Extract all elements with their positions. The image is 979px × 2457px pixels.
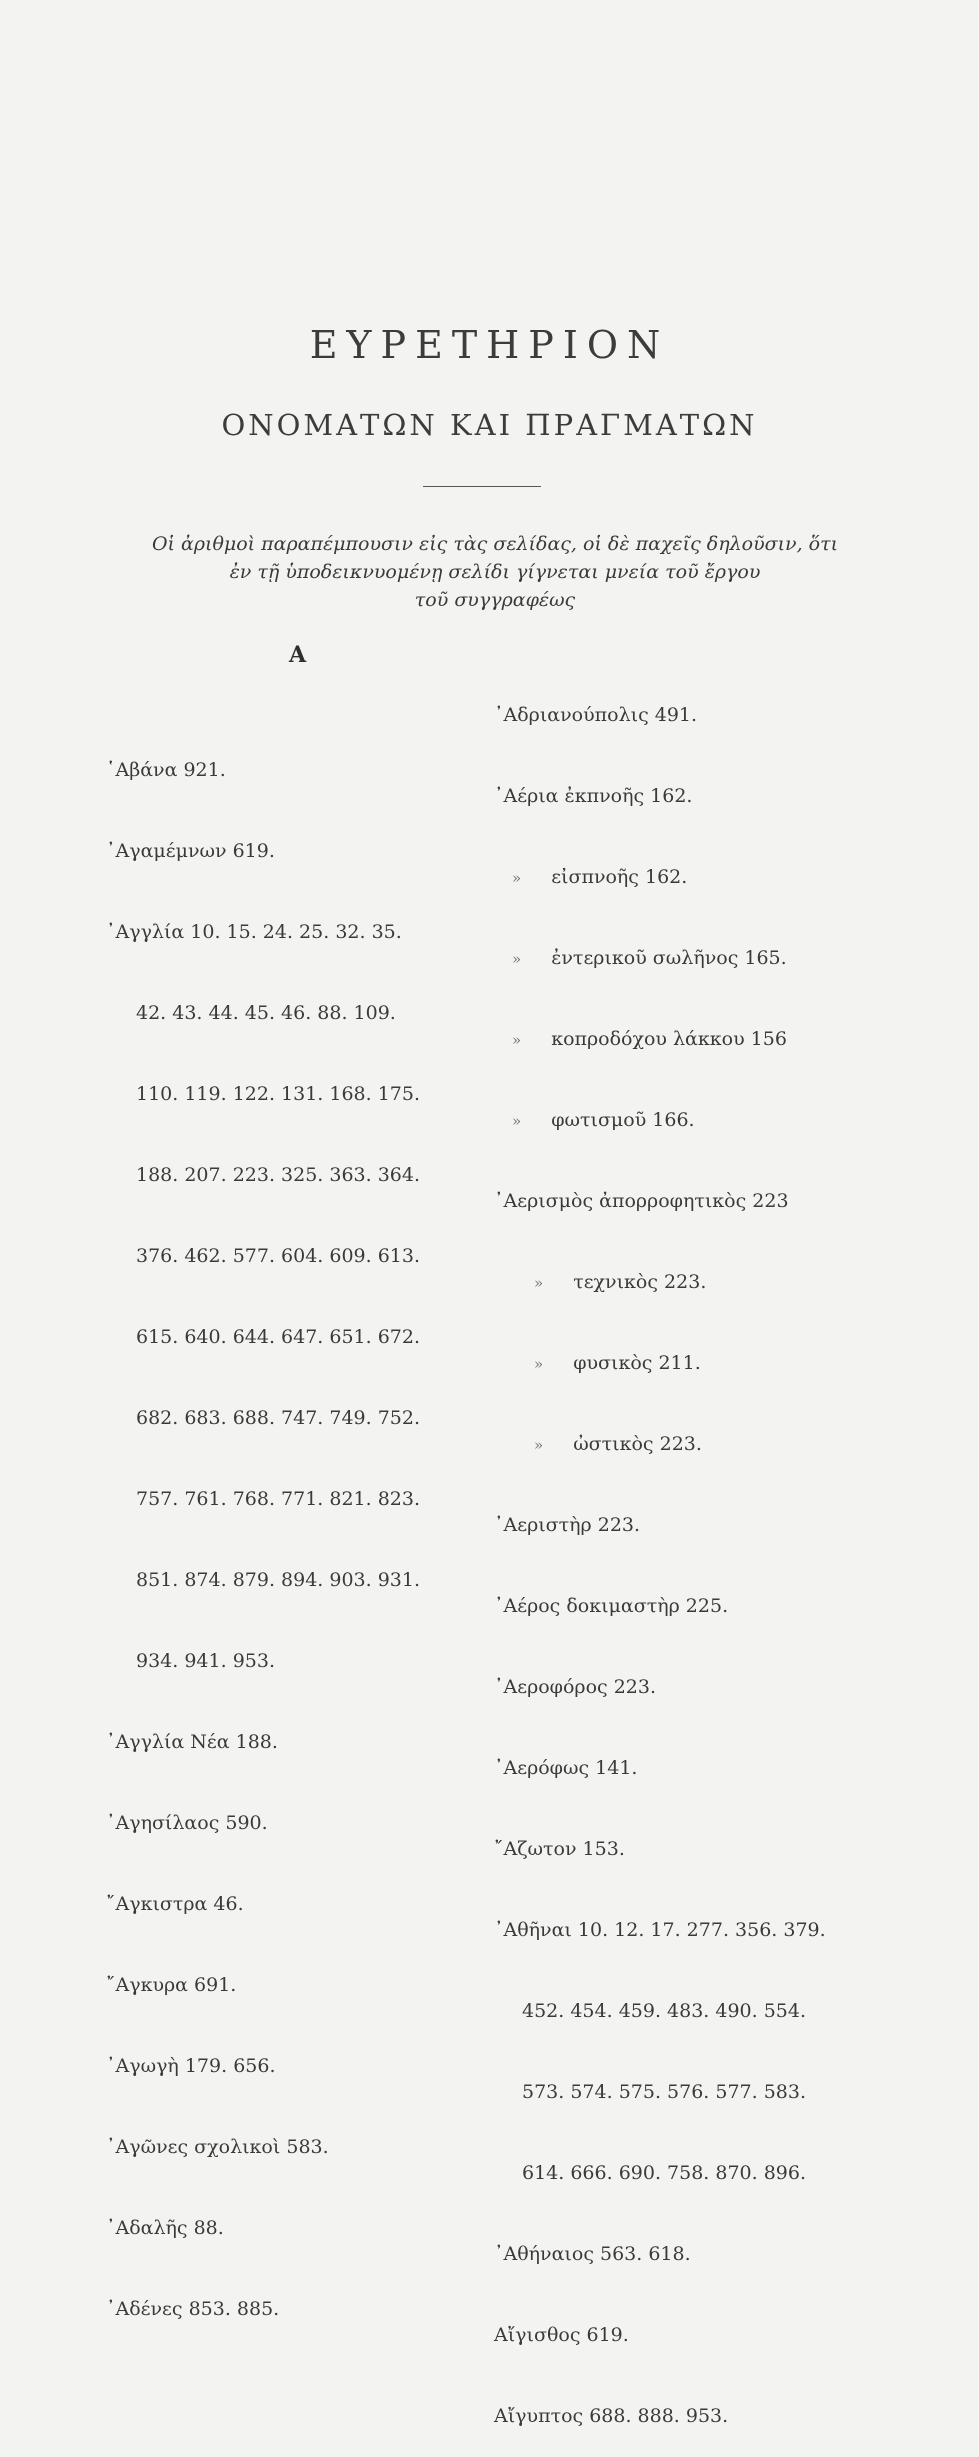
note-line: ἐν τῇ ὑποδεικνυομένῃ σελίδι γίγνεται μνεία τοῦ ἔργου (229, 561, 761, 583)
index-entry-continuation: 110. 119. 122. 131. 168. 175. (136, 1083, 421, 1105)
index-entry-continuation: 615. 640. 644. 647. 651. 672. (136, 1326, 421, 1348)
index-entry-continuation: 452. 454. 459. 483. 490. 554. (522, 2000, 807, 2022)
explanatory-note (100, 530, 890, 614)
index-entry-continuation: 682. 683. 688. 747. 749. 752. (136, 1407, 421, 1429)
index-entry: Αἴγυπτος 688. 888. 953. (494, 2405, 729, 2427)
index-subentry: » φωτισμοῦ 166. (512, 1109, 695, 1131)
index-entry: ᾿Αδριανούπολις 491. (494, 704, 698, 726)
index-entry-continuation: 851. 874. 879. 894. 903. 931. (136, 1569, 421, 1591)
index-subentry: » φυσικὸς 211. (534, 1352, 701, 1374)
index-subentry: » ὠστικὸς 223. (534, 1433, 702, 1455)
index-entry-continuation: 757. 761. 768. 771. 821. 823. (136, 1488, 421, 1510)
index-entry: ᾿Αγγλία Νέα 188. (106, 1731, 278, 1753)
index-entry: ᾿Αεριστὴρ 223. (494, 1514, 641, 1536)
index-column-right (494, 648, 826, 2457)
index-entry: ῎Αγκιστρα 46. (106, 1893, 244, 1915)
divider (423, 486, 541, 487)
note-line: Οἱ ἀριθμοὶ παραπέμπουσιν εἰς τὰς σελίδας, οἱ δὲ παχεῖς δηλοῦσιν, ὅτι (151, 533, 839, 555)
index-subentry: » ἐντερικοῦ σωλῆνος 165. (512, 947, 787, 969)
index-entry-continuation: 573. 574. 575. 576. 577. 583. (522, 2081, 807, 2103)
index-entry: ᾿Αδένες 853. 885. (106, 2298, 280, 2320)
page-subtitle: ΟΝΟΜΑΤΩΝ ΚΑΙ ΠΡΑΓΜΑΤΩΝ (221, 408, 758, 442)
index-entry: ᾿Αερόφως 141. (494, 1757, 638, 1779)
index-entry-continuation: 376. 462. 577. 604. 609. 613. (136, 1245, 421, 1267)
ditto-mark: » (534, 1274, 544, 1292)
index-subentry: » τεχνικὸς 223. (534, 1271, 707, 1293)
ditto-mark: » (512, 869, 522, 887)
ditto-mark: » (512, 1112, 522, 1130)
ditto-mark: » (512, 950, 522, 968)
ditto-mark: » (534, 1436, 544, 1454)
index-entry: ᾿Αγῶνες σχολικοὶ 583. (106, 2136, 329, 2158)
page-title: ΕΥΡΕΤΗΡΙΟΝ (309, 323, 670, 367)
index-column-left (106, 703, 420, 2350)
index-entry: ᾿Αέρος δοκιμαστὴρ 225. (494, 1595, 729, 1617)
index-entry: ῾Αβάνα 921. (106, 759, 226, 781)
index-entry: Αἴγισθος 619. (494, 2324, 629, 2346)
index-entry: ᾿Αέρια ἐκπνοῆς 162. (494, 785, 693, 807)
index-entry: ᾿Αερισμὸς ἀπορροφητικὸς 223 (494, 1190, 789, 1212)
ditto-mark: » (534, 1355, 544, 1373)
index-entry: ᾿Αδαλῆς 88. (106, 2217, 224, 2239)
index-entry: ᾿Αγησίλαος 590. (106, 1812, 268, 1834)
index-subentry: » εἰσπνοῆς 162. (512, 866, 688, 888)
ditto-mark: » (512, 1031, 522, 1049)
note-line: τοῦ συγγραφέως (414, 589, 576, 611)
index-entry: ᾿Αθήναιος 563. 618. (494, 2243, 691, 2265)
index-entry: ᾿Αθῆναι 10. 12. 17. 277. 356. 379. (494, 1919, 826, 1941)
index-entry: ᾿Αγγλία 10. 15. 24. 25. 32. 35. (106, 921, 402, 943)
section-letter: Α (289, 642, 307, 668)
index-entry-continuation: 614. 666. 690. 758. 870. 896. (522, 2162, 807, 2184)
index-entry: ᾿Αεροφόρος 223. (494, 1676, 657, 1698)
index-entry: ῎Αζωτον 153. (494, 1838, 625, 1860)
index-entry: ᾿Αγαμέμνων 619. (106, 840, 275, 862)
index-entry-continuation: 42. 43. 44. 45. 46. 88. 109. (136, 1002, 396, 1024)
index-entry-continuation: 188. 207. 223. 325. 363. 364. (136, 1164, 421, 1186)
index-subentry: » κοπροδόχου λάκκου 156 (512, 1028, 787, 1050)
index-entry: ῎Αγκυρα 691. (106, 1974, 237, 1996)
index-entry-continuation: 934. 941. 953. (136, 1650, 275, 1672)
index-entry: ᾿Αγωγὴ 179. 656. (106, 2055, 276, 2077)
